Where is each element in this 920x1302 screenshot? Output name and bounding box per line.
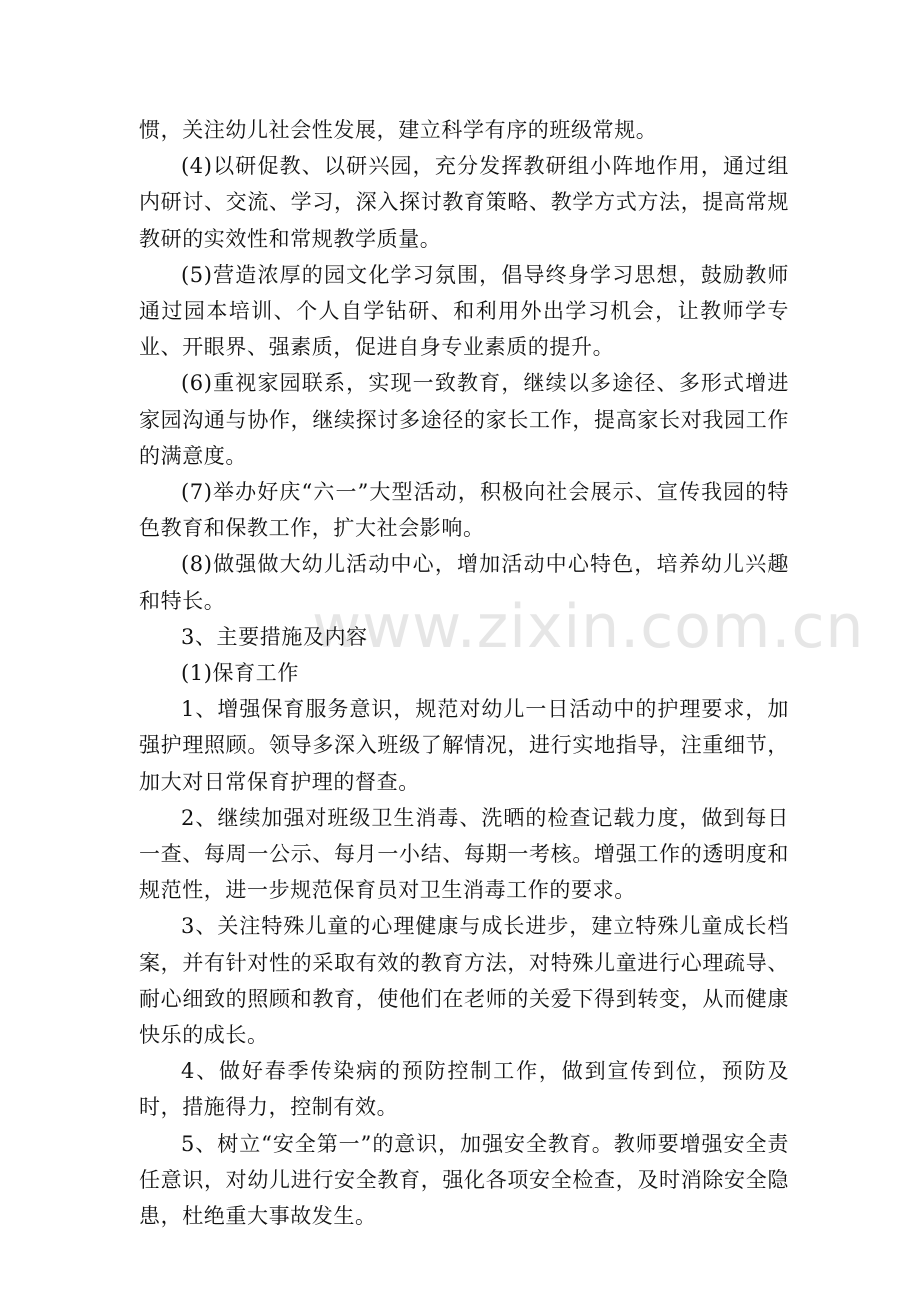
document-body xyxy=(139,112,789,1234)
subsection-heading: (1)保育工作 xyxy=(181,661,299,686)
watermark: www.zixin.com.cn xyxy=(312,592,865,662)
paragraph: 1、增强保育服务意识，规范对幼儿一日活动中的护理要求，加强护理照顾。领导多深入班级了解情况，进行实地指导，注重细节，加大对日常保育护理的督查。 xyxy=(139,697,789,794)
paragraph: 惯，关注幼儿社会性发展，建立科学有序的班级常规。 xyxy=(139,118,658,142)
paragraph: (5)营造浓厚的园文化学习氛围，倡导终身学习思想，鼓励教师通过园本培训、个人自学钻研、和利用外出学习机会，让教师学专业、开眼界、强素质，促进自身专业素质的提升。 xyxy=(139,262,789,360)
paragraph: 5、树立“安全第一”的意识，加强安全教育。教师要增强安全责任意识，对幼儿进行安全教育，强化各项安全检查，及时消除安全隐患，杜绝重大事故发生。 xyxy=(139,1131,789,1229)
paragraph: (8)做强做大幼儿活动中心，增加活动中心特色，培养幼儿兴趣和特长。 xyxy=(139,552,789,613)
paragraph: (4)以研促教、以研兴园，充分发挥教研组小阵地作用，通过组内研讨、交流、学习，深入探讨教育策略、教学方式方法，提高常规教研的实效性和常规教学质量。 xyxy=(139,154,789,251)
paragraph: (7)举办好庆“六一”大型活动，积极向社会展示、宣传我园的特色教育和保教工作，扩大社会影响。 xyxy=(139,480,789,541)
paragraph: (6)重视家园联系，实现一致教育，继续以多途径、多形式增进家园沟通与协作，继续探讨多途径的家长工作，提高家长对我园工作的满意度。 xyxy=(139,371,789,468)
paragraph: 4、做好春季传染病的预防控制工作，做到宣传到位，预防及时，措施得力，控制有效。 xyxy=(139,1059,789,1120)
paragraph: 2、继续加强对班级卫生消毒、洗晒的检查记载力度，做到每日一查、每周一公示、每月一小结、每期一考核。增强工作的透明度和规范性，进一步规范保育员对卫生消毒工作的要求。 xyxy=(139,805,789,903)
paragraph: 3、关注特殊儿童的心理健康与成长进步，建立特殊儿童成长档案，并有针对性的采取有效的教育方法，对特殊儿童进行心理疏导、耐心细致的照顾和教育，使他们在老师的关爱下得到转变，从而健康快乐的成长。 xyxy=(139,914,789,1048)
section-heading: 3、主要措施及内容 xyxy=(181,624,368,649)
